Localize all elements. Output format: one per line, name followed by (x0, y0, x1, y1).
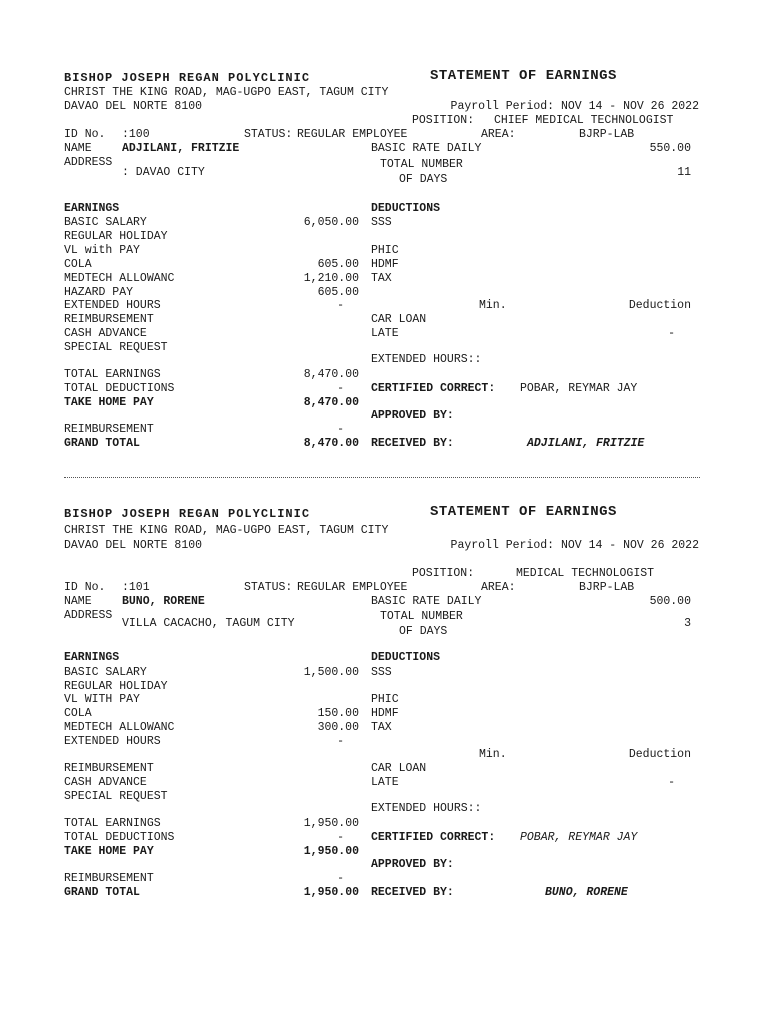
take-home-label: TAKE HOME PAY (64, 396, 154, 409)
earning-label: VL WITH PAY (64, 693, 140, 706)
name-label: NAME (64, 142, 92, 155)
earning-label: MEDTECH ALLOWANC (64, 272, 175, 285)
separator-line (64, 477, 700, 478)
status-label: STATUS: (244, 128, 293, 141)
id-label: ID No. (64, 581, 106, 594)
area-value: BJRP-LAB (579, 581, 635, 594)
total-deductions-value: - (337, 382, 344, 395)
certified-by: POBAR, REYMAR JAY (520, 831, 638, 844)
received-by: ADJILANI, FRITZIE (527, 437, 645, 450)
of-days-label: OF DAYS (399, 173, 448, 186)
total-earnings-label: TOTAL EARNINGS (64, 817, 161, 830)
basic-rate-label: BASIC RATE DAILY (371, 595, 482, 608)
deduction-label: PHIC (371, 693, 399, 706)
take-home-value: 1,950.00 (303, 845, 359, 858)
earning-label: CASH ADVANCE (64, 776, 147, 789)
min-label: Min. (479, 299, 507, 312)
days-value: 11 (677, 166, 691, 179)
late-label: LATE (371, 327, 399, 340)
late-value: - (668, 327, 675, 340)
total-number-label: TOTAL NUMBER (380, 610, 463, 623)
id-value: :100 (122, 128, 150, 141)
earning-label: REGULAR HOLIDAY (64, 680, 168, 693)
reimbursement-label: REIMBURSEMENT (64, 872, 154, 885)
take-home-label: TAKE HOME PAY (64, 845, 154, 858)
days-value: 3 (684, 617, 691, 630)
status-value: REGULAR EMPLOYEE (297, 581, 408, 594)
earning-label: VL with PAY (64, 244, 140, 257)
earning-label: SPECIAL REQUEST (64, 790, 168, 803)
received-by: BUNO, RORENE (545, 886, 628, 899)
total-deductions-label: TOTAL DEDUCTIONS (64, 831, 175, 844)
deduction-label: PHIC (371, 244, 399, 257)
car-loan-label: CAR LOAN (371, 313, 427, 326)
late-label: LATE (371, 776, 399, 789)
approved-label: APPROVED BY: (371, 858, 454, 871)
extended-hours-label: EXTENDED HOURS:: (371, 802, 482, 815)
id-label: ID No. (64, 128, 106, 141)
employee-name: ADJILANI, FRITZIE (122, 142, 240, 155)
area-value: BJRP-LAB (579, 128, 635, 141)
earning-value: 605.00 (317, 286, 359, 299)
clinic-address-line1: CHRIST THE KING ROAD, MAG-UGPO EAST, TAGUM CITY (64, 524, 389, 537)
received-label: RECEIVED BY: (371, 886, 454, 899)
area-label: AREA: (481, 128, 516, 141)
earning-value: 605.00 (317, 258, 359, 271)
deduction-label: TAX (371, 721, 392, 734)
deductions-header: DEDUCTIONS (371, 651, 441, 664)
address-label: ADDRESS (64, 156, 113, 169)
basic-rate-value: 500.00 (649, 595, 691, 608)
total-earnings-value: 1,950.00 (303, 817, 359, 830)
car-loan-label: CAR LOAN (371, 762, 427, 775)
certified-label: CERTIFIED CORRECT: (371, 382, 496, 395)
earning-label: MEDTECH ALLOWANC (64, 721, 175, 734)
reimbursement-label: REIMBURSEMENT (64, 423, 154, 436)
earning-label: REIMBURSEMENT (64, 313, 154, 326)
total-earnings-label: TOTAL EARNINGS (64, 368, 161, 381)
earning-label: BASIC SALARY (64, 216, 147, 229)
clinic-name: BISHOP JOSEPH REGAN POLYCLINIC (64, 71, 311, 85)
certified-by: POBAR, REYMAR JAY (520, 382, 638, 395)
earning-value: 1,210.00 (303, 272, 359, 285)
employee-address: : DAVAO CITY (122, 166, 205, 179)
basic-rate-label: BASIC RATE DAILY (371, 142, 482, 155)
position-label: POSITION: (412, 567, 475, 580)
deduction-col-label: Deduction (628, 748, 691, 761)
total-earnings-value: 8,470.00 (303, 368, 359, 381)
deduction-label: SSS (371, 216, 392, 229)
reimbursement-value: - (337, 423, 344, 436)
position-value: MEDICAL TECHNOLOGIST (516, 567, 655, 580)
late-value: - (668, 776, 675, 789)
earning-value: 150.00 (317, 707, 359, 720)
grand-total-value: 1,950.00 (303, 886, 359, 899)
deduction-label: HDMF (371, 707, 399, 720)
take-home-value: 8,470.00 (303, 396, 359, 409)
status-value: REGULAR EMPLOYEE (297, 128, 408, 141)
employee-address: VILLA CACACHO, TAGUM CITY (122, 617, 295, 630)
clinic-name: BISHOP JOSEPH REGAN POLYCLINIC (64, 507, 311, 521)
earning-value: 1,500.00 (303, 666, 359, 679)
deduction-label: SSS (371, 666, 392, 679)
earning-label: BASIC SALARY (64, 666, 147, 679)
statement-title: STATEMENT OF EARNINGS (430, 504, 617, 520)
payroll-period: Payroll Period: NOV 14 - NOV 26 2022 (450, 539, 699, 552)
extended-hours-label: EXTENDED HOURS:: (371, 353, 482, 366)
of-days-label: OF DAYS (399, 625, 448, 638)
earning-label: COLA (64, 258, 92, 271)
certified-label: CERTIFIED CORRECT: (371, 831, 496, 844)
earning-label: SPECIAL REQUEST (64, 341, 168, 354)
earning-label: REIMBURSEMENT (64, 762, 154, 775)
deduction-label: HDMF (371, 258, 399, 271)
statement-title: STATEMENT OF EARNINGS (430, 68, 617, 84)
total-deductions-value: - (337, 831, 344, 844)
address-label: ADDRESS (64, 609, 113, 622)
position-label: POSITION: (412, 114, 475, 127)
earning-value: 300.00 (317, 721, 359, 734)
reimbursement-value: - (337, 872, 344, 885)
earning-value: - (337, 299, 344, 312)
clinic-address-line1: CHRIST THE KING ROAD, MAG-UGPO EAST, TAGUM CITY (64, 86, 389, 99)
approved-label: APPROVED BY: (371, 409, 454, 422)
basic-rate-value: 550.00 (649, 142, 691, 155)
deduction-col-label: Deduction (628, 299, 691, 312)
earning-value: - (337, 735, 344, 748)
position-value: CHIEF MEDICAL TECHNOLOGIST (494, 114, 674, 127)
earning-label: REGULAR HOLIDAY (64, 230, 168, 243)
min-label: Min. (479, 748, 507, 761)
area-label: AREA: (481, 581, 516, 594)
total-deductions-label: TOTAL DEDUCTIONS (64, 382, 175, 395)
payroll-period: Payroll Period: NOV 14 - NOV 26 2022 (450, 100, 699, 113)
clinic-address-line2: DAVAO DEL NORTE 8100 (64, 539, 203, 552)
deductions-header: DEDUCTIONS (371, 202, 441, 215)
earning-label: COLA (64, 707, 92, 720)
grand-total-label: GRAND TOTAL (64, 886, 140, 899)
grand-total-label: GRAND TOTAL (64, 437, 140, 450)
earnings-header: EARNINGS (64, 651, 120, 664)
status-label: STATUS: (244, 581, 293, 594)
earning-value: 6,050.00 (303, 216, 359, 229)
earning-label: HAZARD PAY (64, 286, 134, 299)
received-label: RECEIVED BY: (371, 437, 454, 450)
name-label: NAME (64, 595, 92, 608)
earning-label: CASH ADVANCE (64, 327, 147, 340)
grand-total-value: 8,470.00 (303, 437, 359, 450)
deduction-label: TAX (371, 272, 392, 285)
clinic-address-line2: DAVAO DEL NORTE 8100 (64, 100, 203, 113)
id-value: :101 (122, 581, 150, 594)
employee-name: BUNO, RORENE (122, 595, 205, 608)
earnings-header: EARNINGS (64, 202, 120, 215)
earning-label: EXTENDED HOURS (64, 299, 161, 312)
earning-label: EXTENDED HOURS (64, 735, 161, 748)
total-number-label: TOTAL NUMBER (380, 158, 463, 171)
